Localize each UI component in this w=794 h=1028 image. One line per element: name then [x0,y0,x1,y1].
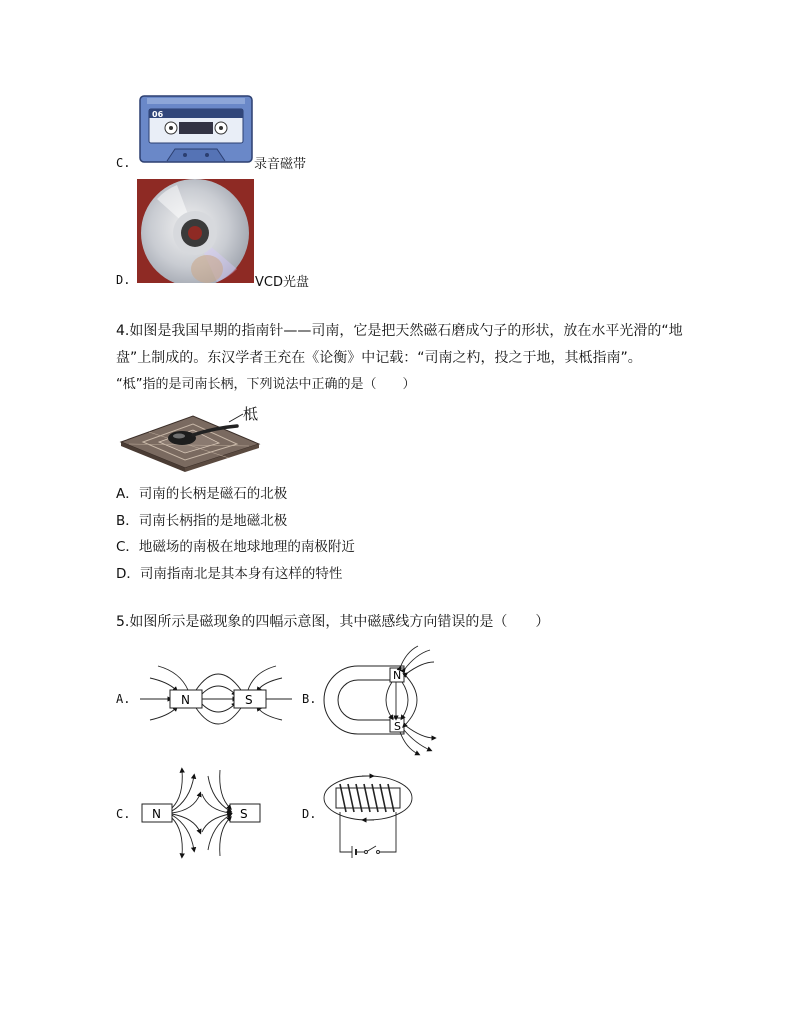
attracting-poles-field-diagram [136,766,276,860]
cassette-label: 06 [152,110,164,119]
option-c-caption: 录音磁带 [254,157,307,172]
option-d-letter: D. [116,273,131,287]
q4-stem-line-3: “柢”指的是司南长柄，下列说法中正确的是（ ） [116,377,416,392]
q5-option-c-letter[interactable]: C. [116,807,131,821]
option-c-letter: C. [116,156,131,170]
q4-option-a[interactable]: A．司南的长柄是磁石的北极 [116,486,288,502]
q5-stem: 5.如图所示是磁现象的四幅示意图，其中磁感线方向错误的是（ ） [116,614,550,630]
q5-figure-c [136,766,276,860]
sinan-compass-figure [119,402,269,472]
cassette-tape-image [139,95,253,163]
q5-option-b-letter[interactable]: B. [302,692,317,706]
solenoid-circuit-diagram [322,768,422,860]
u-magnet-field-diagram [318,644,438,756]
q5-figure-b [318,644,438,756]
q5-option-a-letter[interactable]: A. [116,692,131,706]
q5-a-s-pole: S [245,693,253,707]
bar-magnets-field-diagram [136,656,296,742]
sinan-compass-illustration [119,402,269,472]
q5-a-n-pole: N [181,693,190,707]
vcd-disc-illustration [137,179,254,283]
q5-c-n-pole: N [152,807,161,821]
q5-c-s-pole: S [240,807,248,821]
sinan-handle-label: 柢 [243,405,259,423]
option-d-caption: VCD光盘 [255,275,309,290]
q5-option-d-letter[interactable]: D. [302,807,317,821]
q5-figure-d [322,768,422,860]
q5-b-s-pole: S [394,720,401,733]
q4-stem-line-2: 盘”上制成的。东汉学者王充在《论衡》中记载：“司南之杓，投之于地，其柢指南”。 [116,350,642,366]
vcd-disc-image [137,179,254,283]
q5-figure-a [136,656,296,742]
q5-b-n-pole: N [393,669,402,682]
q4-stem-line-1: 4.如图是我国早期的指南针——司南，它是把天然磁石磨成勺子的形状，放在水平光滑的“地 [116,323,683,339]
cassette-tape-illustration [139,95,253,163]
q4-option-d[interactable]: D．司南指南北是其本身有这样的特性 [116,566,343,582]
q4-option-c[interactable]: C．地磁场的南极在地球地理的南极附近 [116,539,355,555]
q4-option-b[interactable]: B．司南长柄指的是地磁北极 [116,513,288,529]
